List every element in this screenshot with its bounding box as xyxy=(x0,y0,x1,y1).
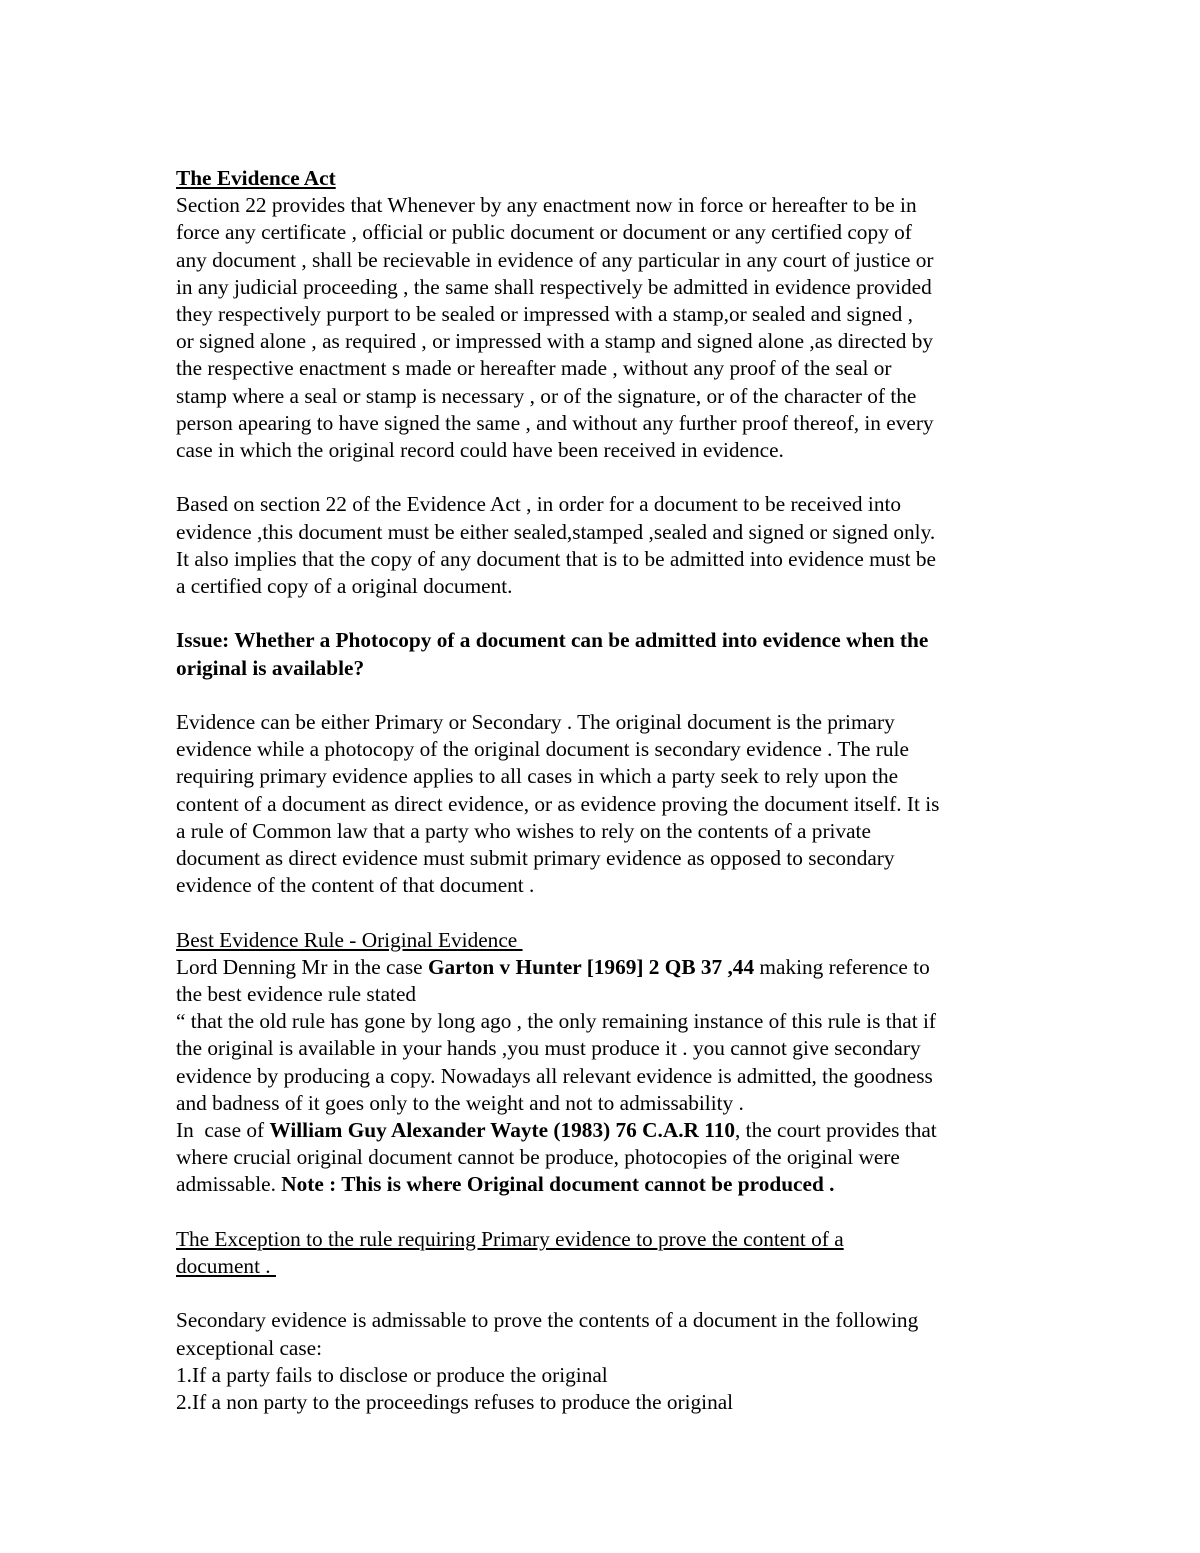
paragraph-line: a rule of Common law that a party who wishes to rely on the contents of a private xyxy=(176,818,871,843)
paragraph-line: exceptional case: xyxy=(176,1335,323,1360)
issue-line: Issue: Whether a Photocopy of a document can be admitted into evidence when the xyxy=(176,628,929,653)
paragraph-line: evidence ,this document must be either sealed,stamped ,sealed and signed or signed only. xyxy=(176,519,936,544)
paragraph-gap xyxy=(176,464,1036,491)
list-item: 1.If a party fails to disclose or produce the original xyxy=(176,1362,608,1387)
paragraph-line: content of a document as direct evidence, or as evidence proving the document itself. It is xyxy=(176,791,940,816)
paragraph-line: where crucial original document cannot be produce, photocopies of the original were xyxy=(176,1145,900,1170)
issue-heading xyxy=(176,627,1036,681)
paragraph-line: document as direct evidence must submit primary evidence as opposed to secondary xyxy=(176,846,895,871)
wayte-suffix: , the court provides that xyxy=(735,1118,937,1143)
exception-heading xyxy=(176,1226,1036,1280)
paragraph-line: in any judicial proceeding , the same shall respectively be admitted in evidence provided xyxy=(176,274,932,299)
best-evidence-heading: Best Evidence Rule - Original Evidence xyxy=(176,927,523,952)
paragraph-line: Secondary evidence is admissable to prove the contents of a document in the following xyxy=(176,1308,919,1333)
wayte-note: Note : This is where Original document cannot be produced . xyxy=(281,1172,835,1197)
section22-paragraph xyxy=(176,192,1036,464)
denning-line xyxy=(176,954,1036,981)
paragraph-line: force any certificate , official or public document or document or any certified copy of xyxy=(176,220,912,245)
evidence-paragraph xyxy=(176,709,1036,899)
wayte-prefix: In case of xyxy=(176,1118,270,1143)
document-title xyxy=(176,165,1036,192)
paragraph-line: any document , shall be recievable in evidence of any particular in any court of justice or xyxy=(176,247,934,272)
paragraph-line: Based on section 22 of the Evidence Act , in order for a document to be received into xyxy=(176,492,902,517)
paragraph-line: the respective enactment s made or hereafter made , without any proof of the seal or xyxy=(176,356,892,381)
denning-suffix: making reference to xyxy=(754,954,930,979)
quote-line: the original is available in your hands ,you must produce it . you cannot give secondary xyxy=(176,1036,921,1061)
paragraph-line: the best evidence rule stated xyxy=(176,982,417,1007)
paragraph-line: evidence while a photocopy of the original document is secondary evidence . The rule xyxy=(176,737,909,762)
paragraph-line: It also implies that the copy of any document that is to be admitted into evidence must be xyxy=(176,546,937,571)
paragraph-line: person apearing to have signed the same , and without any further proof thereof, in every xyxy=(176,410,934,435)
document-page xyxy=(176,165,1036,1416)
paragraph-line: stamp where a seal or stamp is necessary , or of the signature, or of the character of the xyxy=(176,383,917,408)
exception-heading-line: document . xyxy=(176,1254,276,1279)
paragraph-gap xyxy=(176,899,1036,926)
paragraph-gap xyxy=(176,1199,1036,1226)
wayte-case-citation: William Guy Alexander Wayte (1983) 76 C.A.R 110 xyxy=(269,1118,736,1143)
secondary-paragraph xyxy=(176,1307,1036,1416)
quote-line: and badness of it goes only to the weight and not to admissability . xyxy=(176,1090,744,1115)
paragraph-line: evidence of the content of that document . xyxy=(176,873,535,898)
wayte-note-line xyxy=(176,1171,1036,1198)
paragraph-line: case in which the original record could have been received in evidence. xyxy=(176,438,784,463)
paragraph-gap xyxy=(176,600,1036,627)
quote-line: “ that the old rule has gone by long ago , the only remaining instance of this rule is that if xyxy=(176,1009,937,1034)
denning-prefix: Lord Denning Mr in the case xyxy=(176,954,428,979)
best-evidence-section xyxy=(176,927,1036,1199)
paragraph-line: Section 22 provides that Whenever by any enactment now in force or hereafter to be in xyxy=(176,193,917,218)
paragraph-gap xyxy=(176,682,1036,709)
issue-line: original is available? xyxy=(176,655,365,680)
exception-heading-line: The Exception to the rule requiring Primary evidence to prove the content of a xyxy=(176,1226,844,1251)
wayte-line3-prefix: admissable. xyxy=(176,1172,282,1197)
paragraph-line: a certified copy of a original document. xyxy=(176,574,513,599)
wayte-line xyxy=(176,1117,1036,1144)
paragraph-line: Evidence can be either Primary or Secondary . The original document is the primary xyxy=(176,710,895,735)
quote-line: evidence by producing a copy. Nowadays all relevant evidence is admitted, the goodness xyxy=(176,1063,933,1088)
paragraph-line: or signed alone , as required , or impressed with a stamp and signed alone ,as directed by xyxy=(176,329,934,354)
denning-case-citation: Garton v Hunter [1969] 2 QB 37 ,44 xyxy=(427,954,755,979)
list-item: 2.If a non party to the proceedings refuses to produce the original xyxy=(176,1390,734,1415)
paragraph-gap xyxy=(176,1280,1036,1307)
based-on-paragraph xyxy=(176,491,1036,600)
paragraph-line: requiring primary evidence applies to all cases in which a party seek to rely upon the xyxy=(176,764,899,789)
paragraph-line: they respectively purport to be sealed or impressed with a stamp,or sealed and signed , xyxy=(176,302,913,327)
title-text: The Evidence Act xyxy=(176,166,336,190)
